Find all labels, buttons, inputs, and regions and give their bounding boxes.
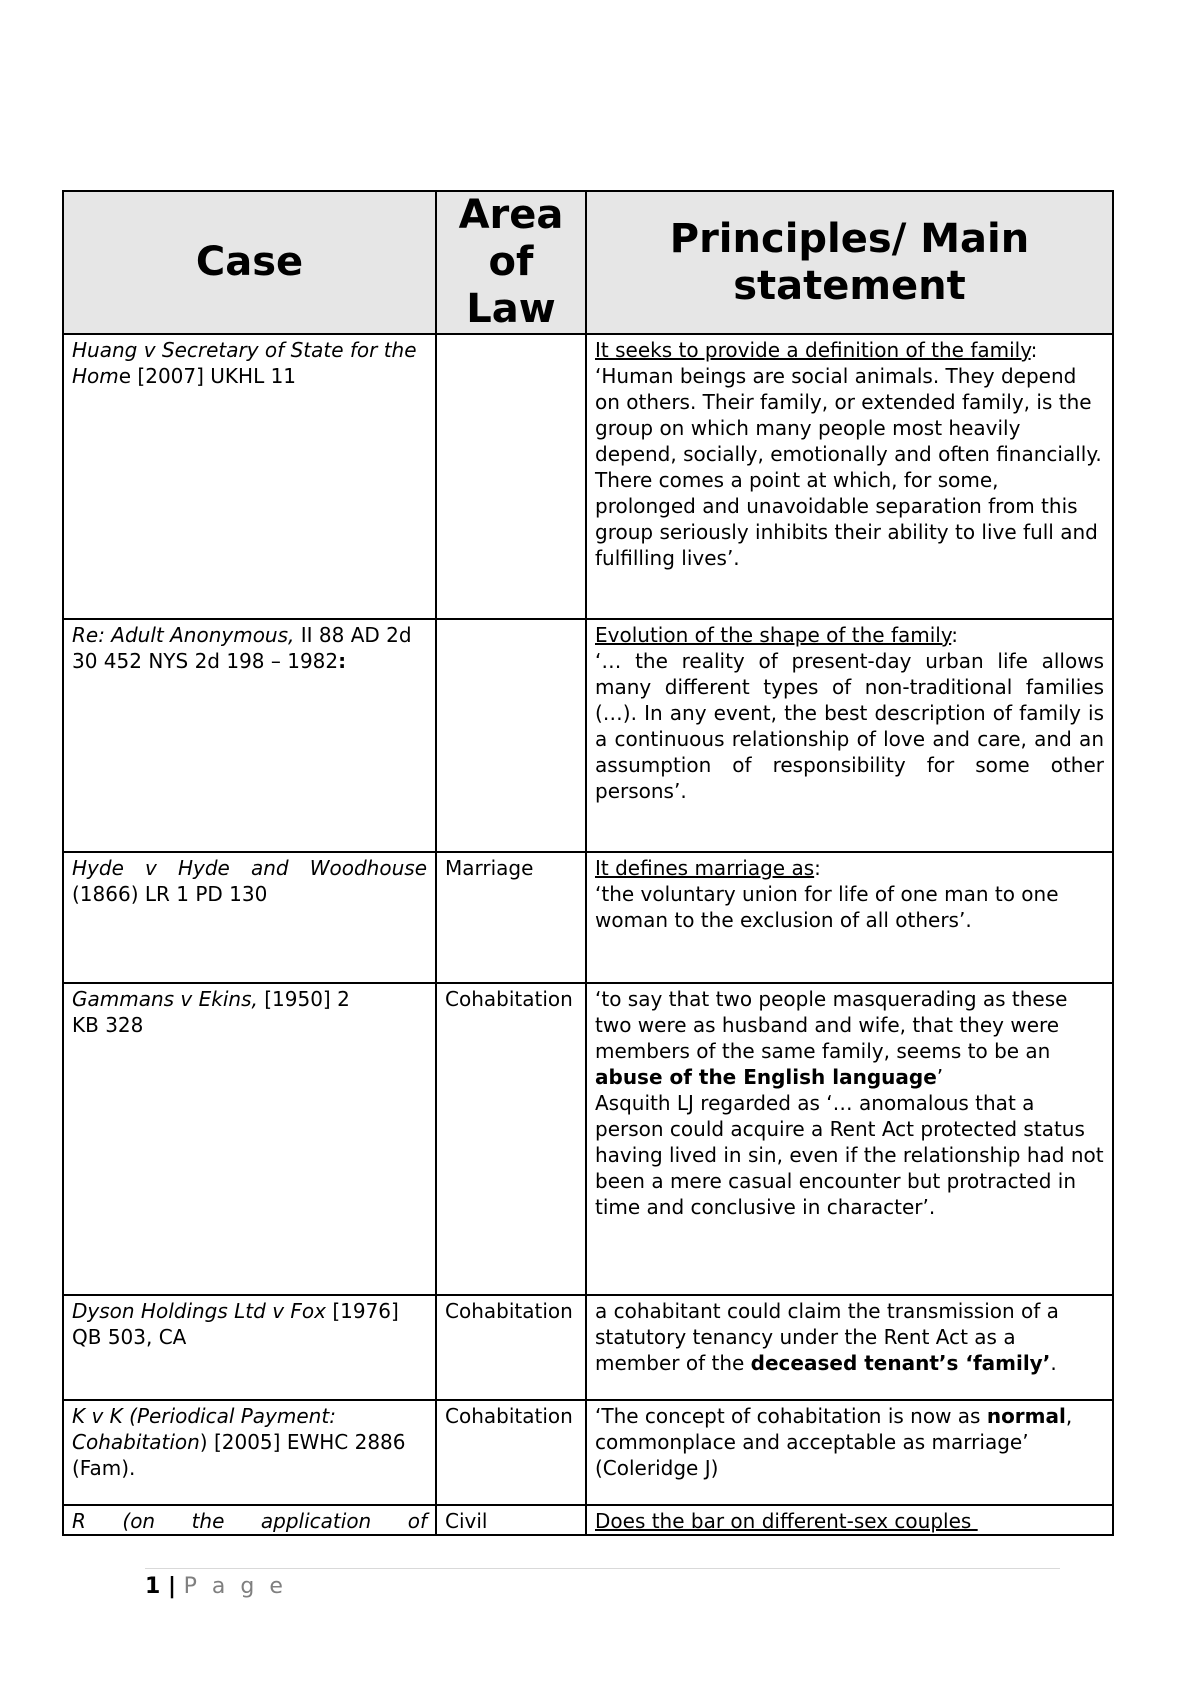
table-row bbox=[63, 334, 1113, 619]
principle-text: ‘the voluntary union for life of one man to one woman to the exclusion of all others’. bbox=[595, 882, 1059, 932]
page-number: 1 bbox=[145, 1574, 161, 1599]
area-cell: Marriage bbox=[436, 852, 586, 983]
table-header-row bbox=[63, 191, 1113, 334]
principle-cell bbox=[586, 983, 1113, 1295]
header-area-of-law: Area of Law bbox=[436, 191, 586, 334]
table-row bbox=[63, 852, 1113, 983]
case-law-table bbox=[62, 190, 1114, 1536]
page-separator: | bbox=[160, 1574, 184, 1599]
principle-cell bbox=[586, 1505, 1113, 1535]
principle-text-end: . bbox=[1050, 1351, 1057, 1375]
table-row bbox=[63, 1400, 1113, 1505]
principle-punct: : bbox=[951, 623, 958, 647]
case-citation: ) [2005] EWHC 2886 (Fam). bbox=[72, 1430, 406, 1480]
principle-heading: Does the bar on different-sex couples bbox=[595, 1509, 978, 1533]
page-footer bbox=[145, 1568, 1060, 1601]
case-cell bbox=[63, 1295, 436, 1400]
principle-cell bbox=[586, 1295, 1113, 1400]
header-case: Case bbox=[63, 191, 436, 334]
area-cell: Cohabitation bbox=[436, 983, 586, 1295]
case-name: K v K (Periodical Payment: Cohabitation bbox=[72, 1404, 336, 1454]
principle-text: a cohabitant could claim the transmission of a statutory tenancy under the Rent Act as a member of the bbox=[595, 1299, 1059, 1375]
principle-heading: It seeks to provide a definition of the family bbox=[595, 338, 1031, 362]
principle-emphasis: normal bbox=[986, 1404, 1066, 1428]
principle-punct: : bbox=[814, 856, 821, 880]
case-citation: e [2007] UKHL 11 bbox=[118, 364, 297, 388]
principle-text: ‘… the reality of present-day urban life allows many different types of non-traditional families (…). In any event, the best description of family is a continuous relationship of love and care, and an assumption of responsibility for some other persons’. bbox=[595, 649, 1104, 803]
area-cell: Civil bbox=[436, 1505, 586, 1535]
case-name: R (on the application of bbox=[72, 1509, 427, 1533]
case-cell bbox=[63, 619, 436, 852]
principle-emphasis: abuse of the English language bbox=[595, 1065, 937, 1089]
principle-text: ‘Human beings are social animals. They depend on others. Their family, or extended family, is the group on which many people most heavily depend, socially, emotionally and often financially. There comes a point at which, for some, prolonged and unavoidable separation from this group seriously inhibits their ability to live full and fulfilling lives’. bbox=[595, 364, 1102, 570]
table-row bbox=[63, 1295, 1113, 1400]
case-citation: II 88 AD 2d 30 452 NYS 2d 198 – 1982 bbox=[72, 623, 412, 673]
area-cell: Cohabitation bbox=[436, 1295, 586, 1400]
principle-text-end: ’ bbox=[936, 1065, 944, 1089]
principle-text-end: , commonplace and acceptable as marriage’ (Coleridge J) bbox=[595, 1404, 1073, 1480]
principle-cell bbox=[586, 852, 1113, 983]
header-principles: Principles/ Main statement bbox=[586, 191, 1113, 334]
case-name: Dyson Holdings Ltd v Fox bbox=[72, 1299, 326, 1323]
case-cell bbox=[63, 852, 436, 983]
table-row bbox=[63, 983, 1113, 1295]
principle-cell bbox=[586, 334, 1113, 619]
area-cell bbox=[436, 334, 586, 619]
area-cell bbox=[436, 619, 586, 852]
principle-punct: : bbox=[1030, 338, 1038, 362]
principle-heading: Evolution of the shape of the family bbox=[595, 623, 952, 647]
case-name: Hyde v Hyde and Woodhouse bbox=[72, 856, 427, 880]
case-cell bbox=[63, 1505, 436, 1535]
page-label: P a g e bbox=[183, 1574, 287, 1599]
area-cell: Cohabitation bbox=[436, 1400, 586, 1505]
principle-cell bbox=[586, 1400, 1113, 1505]
principle-text: ‘The concept of cohabitation is now as bbox=[595, 1404, 987, 1428]
table-row bbox=[63, 619, 1113, 852]
case-citation: [1976] QB 503, CA bbox=[72, 1299, 399, 1349]
case-name: Huang v Secretary of State for the Hom bbox=[72, 338, 417, 388]
case-name: Gammans v Ekins, bbox=[72, 987, 258, 1011]
case-name: Re: Adult Anonymous, bbox=[72, 623, 295, 647]
case-cell bbox=[63, 983, 436, 1295]
case-punct: : bbox=[338, 649, 347, 673]
principle-text-2: Asquith LJ regarded as ‘… anomalous that a person could acquire a Rent Act protected status having lived in sin, even if the relationship had not been a mere casual encounter but protracted in time and conclusive in character’. bbox=[595, 1091, 1104, 1219]
case-cell bbox=[63, 334, 436, 619]
principle-emphasis: deceased tenant’s ‘family’ bbox=[750, 1351, 1051, 1375]
principle-text: ‘to say that two people masquerading as these two were as husband and wife, that they were members of the same family, seems to be an bbox=[595, 987, 1068, 1063]
case-citation: (1866) LR 1 PD 130 bbox=[72, 882, 268, 906]
table-row bbox=[63, 1505, 1113, 1535]
case-citation: [1950] 2 KB 328 bbox=[72, 987, 350, 1037]
principle-heading: It defines marriage as bbox=[595, 856, 815, 880]
principle-cell bbox=[586, 619, 1113, 852]
case-cell bbox=[63, 1400, 436, 1505]
